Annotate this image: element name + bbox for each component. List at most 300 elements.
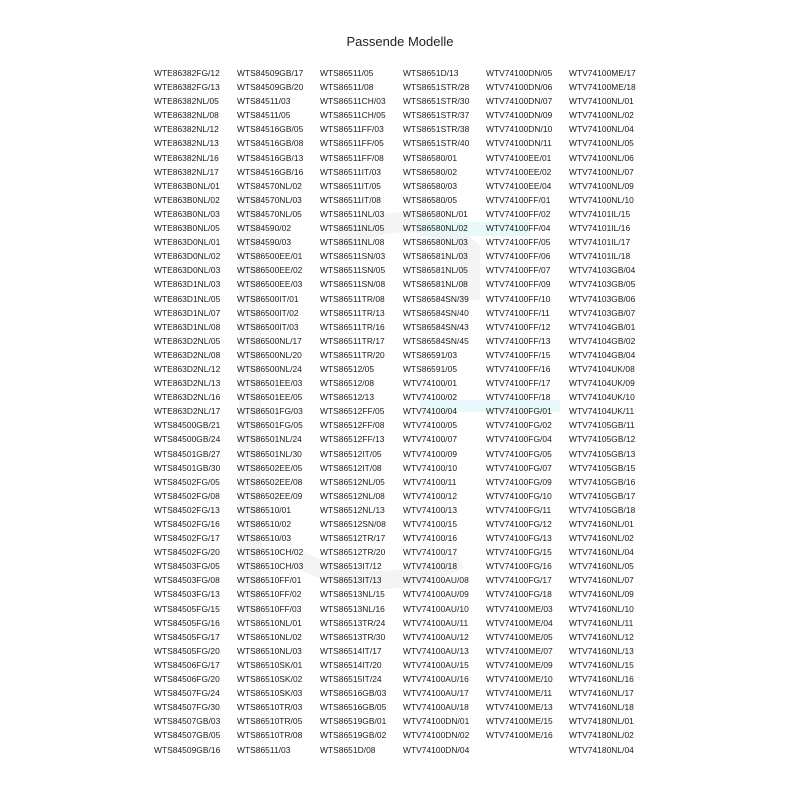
- model-number: WTS84516GB/16: [237, 166, 304, 177]
- model-number: WTS86510/02: [237, 519, 292, 529]
- model-number: WTV74100/18: [403, 561, 458, 572]
- model-number: WTV74100/12: [403, 490, 458, 501]
- model-number: WTS86510/01: [237, 504, 292, 515]
- model-number: WTV74100NL/01: [569, 96, 634, 107]
- model-number: WTV74100FG/13: [486, 533, 552, 544]
- model-number: WTV74100DN/01: [403, 716, 470, 727]
- model-number: WTV74100FF/07: [486, 265, 551, 276]
- model-number: WTS84502FG/13: [154, 504, 220, 515]
- model-number: WTV74100DN/05: [486, 68, 553, 78]
- model-number: WTS86510SK/02: [237, 674, 303, 685]
- model-number: WTS86513TR/24: [320, 617, 386, 628]
- model-number: WTS86580NL/02: [403, 223, 468, 234]
- model-number: WTV74100EE/01: [486, 152, 552, 163]
- model-number: WTE863B0NL/01: [154, 180, 220, 191]
- model-number: WTV74180NL/01: [569, 716, 634, 727]
- model-number: WTV74160NL/12: [569, 631, 634, 642]
- model-number: WTS86519GB/02: [320, 730, 387, 741]
- model-number: WTV74104GB/02: [569, 335, 636, 346]
- model-number: WTV74100AU/11: [403, 617, 469, 628]
- model-number: WTS84505FG/15: [154, 603, 220, 614]
- model-number: WTS86584SN/45: [403, 335, 469, 346]
- model-number: WTS86512IT/05: [320, 448, 382, 459]
- model-number: WTS8651STR/40: [403, 138, 470, 149]
- model-number: WTV74100FG/05: [486, 448, 552, 459]
- model-number: WTV74160NL/17: [569, 688, 634, 699]
- model-number: WTS84507GB/05: [154, 730, 221, 741]
- model-number: WTV74101IL/17: [569, 237, 631, 248]
- model-number: WTS8651STR/28: [403, 82, 470, 93]
- model-number: WTS86511FF/08: [320, 152, 384, 163]
- model-number: WTS86512NL/13: [320, 504, 385, 515]
- model-number: WTS84590/02: [237, 223, 292, 234]
- model-number: WTV74160NL/09: [569, 589, 634, 600]
- model-column: [320, 66, 403, 757]
- model-number: WTV74100ME/11: [486, 688, 553, 699]
- model-number: WTV74100/11: [403, 476, 457, 487]
- model-number: WTS86514IT/20: [320, 659, 382, 670]
- model-number: WTV74100AU/10: [403, 603, 469, 614]
- model-number: WTS86500NL/17: [237, 335, 302, 346]
- model-number: WTV74160NL/02: [569, 533, 634, 544]
- model-number: WTV74100FG/16: [486, 561, 552, 572]
- model-number: WTS86511FF/03: [320, 124, 384, 135]
- model-number: WTS86511TR/16: [320, 321, 385, 332]
- model-number: WTV74160NL/16: [569, 674, 634, 685]
- model-number: WTS86512IT/08: [320, 462, 382, 473]
- model-number: WTE863B0NL/02: [154, 194, 220, 205]
- model-number: WTE86382NL/08: [154, 110, 219, 121]
- model-number: WTS86584SN/40: [403, 307, 469, 318]
- model-number: WTS86510NL/03: [237, 645, 302, 656]
- model-column: [486, 66, 569, 757]
- model-number: WTV74100/07: [403, 434, 458, 445]
- model-number: WTV74100AU/16: [403, 674, 469, 685]
- model-number: WTS84503FG/13: [154, 589, 220, 600]
- model-number: WTS86512/05: [320, 363, 375, 374]
- model-number: WTV74100FG/09: [486, 476, 552, 487]
- model-number: WTS86512FF/08: [320, 420, 385, 431]
- model-number: WTS86501EE/05: [237, 392, 303, 403]
- model-number: WTE863D2NL/16: [154, 392, 221, 403]
- model-number: WTS86513IT/13: [320, 575, 382, 586]
- model-number: WTS8651STR/38: [403, 124, 470, 135]
- model-number: WTS86512TR/17: [320, 533, 386, 544]
- model-number: WTS86510TR/03: [237, 702, 303, 713]
- model-number: WTS84503FG/05: [154, 561, 220, 572]
- model-column: [403, 66, 486, 757]
- model-number: WTV74100FF/06: [486, 251, 551, 262]
- model-number: WTS86510CH/02: [237, 547, 304, 558]
- model-number: WTE863B0NL/05: [154, 223, 220, 234]
- model-number: WTE863D1NL/03: [154, 279, 221, 290]
- model-number: WTV74100DN/09: [486, 110, 553, 121]
- model-number: WTV74100NL/09: [569, 180, 634, 191]
- model-number: WTV74101IL/18: [569, 251, 631, 262]
- model-number: WTV74100FF/13: [486, 335, 551, 346]
- model-number: WTV74100ME/03: [486, 603, 553, 614]
- model-number: WTS86580/03: [403, 180, 458, 191]
- model-number: WTS86511FF/05: [320, 138, 384, 149]
- model-number: WTV74160NL/04: [569, 547, 634, 558]
- model-number: WTS8651D/08: [320, 744, 376, 755]
- model-number: WTS86512NL/05: [320, 476, 385, 487]
- model-number: WTS86510TR/08: [237, 730, 303, 741]
- model-number: WTV74100/10: [403, 462, 458, 473]
- model-number: WTV74100NL/05: [569, 138, 634, 149]
- model-number: WTS84516GB/13: [237, 152, 304, 163]
- model-number: WTS86501NL/24: [237, 434, 302, 445]
- model-number: WTE863D0NL/01: [154, 237, 221, 248]
- model-number: WTS84505FG/17: [154, 631, 220, 642]
- model-number: WTV74100ME/05: [486, 631, 553, 642]
- model-number: WTV74100/09: [403, 448, 458, 459]
- model-number: WTS86511NL/03: [320, 208, 385, 219]
- model-number: WTS84509GB/17: [237, 68, 304, 78]
- model-number: WTV74100AU/13: [403, 645, 469, 656]
- model-number: WTS86591/05: [403, 363, 458, 374]
- model-number: WTV74100/15: [403, 519, 458, 529]
- model-number: WTE86382NL/12: [154, 124, 219, 135]
- model-number: WTV74100AU/18: [403, 702, 469, 713]
- model-number: WTS86501FG/05: [237, 420, 303, 431]
- model-number: WTS84507FG/30: [154, 702, 220, 713]
- model-number: WTS86516GB/03: [320, 688, 387, 699]
- model-number: WTS86500IT/01: [237, 293, 299, 304]
- model-number: WTV74100FF/18: [486, 392, 551, 403]
- model-number: WTV74100DN/02: [403, 730, 470, 741]
- model-number: WTV74100FG/11: [486, 504, 552, 515]
- model-number: WTV74105GB/11: [569, 420, 635, 431]
- model-number: WTV74100FG/02: [486, 420, 552, 431]
- model-number: WTS86502EE/08: [237, 476, 303, 487]
- model-number: WTS86512SN/08: [320, 519, 386, 529]
- model-number: WTV74160NL/07: [569, 575, 634, 586]
- model-number: WTS86513NL/15: [320, 589, 385, 600]
- model-number: WTV74100FG/18: [486, 589, 552, 600]
- model-number: WTV74100FG/12: [486, 519, 552, 529]
- model-number: WTV74100FG/04: [486, 434, 552, 445]
- model-number: WTV74100ME/16: [486, 730, 553, 741]
- page-title: Passende Modelle: [346, 34, 454, 49]
- model-number: WTV74180NL/04: [569, 744, 634, 755]
- model-number: WTV74100AU/12: [403, 631, 469, 642]
- model-number: WTV74100ME/10: [486, 674, 553, 685]
- model-number: WTV74104UK/08: [569, 363, 635, 374]
- model-number: WTS86516GB/05: [320, 702, 387, 713]
- model-number: WTV74105GB/18: [569, 504, 636, 515]
- model-number: WTS86580/05: [403, 194, 458, 205]
- model-number: WTV74100NL/06: [569, 152, 634, 163]
- model-number: WTV74100AU/08: [403, 575, 469, 586]
- model-number: WTS86510FF/01: [237, 575, 302, 586]
- model-number: WTS86584SN/43: [403, 321, 469, 332]
- model-number: WTV74100FF/10: [486, 293, 551, 304]
- model-number: WTV74100/16: [403, 533, 458, 544]
- model-number: WTS86511IT/05: [320, 180, 382, 191]
- model-number: WTS86511CH/03: [320, 96, 386, 107]
- model-number: WTE863D1NL/07: [154, 307, 221, 318]
- model-number: WTV74100ME/18: [569, 82, 636, 93]
- model-number: WTS84507FG/24: [154, 688, 220, 699]
- model-number: WTS86500IT/02: [237, 307, 299, 318]
- model-number: WTV74160NL/05: [569, 561, 634, 572]
- model-number: WTV74105GB/17: [569, 490, 636, 501]
- model-number: WTV74100FF/02: [486, 208, 551, 219]
- model-number: WTS86511TR/20: [320, 349, 385, 360]
- model-number: WTS84501GB/27: [154, 448, 221, 459]
- model-column: [154, 66, 237, 757]
- model-number: WTS84502FG/16: [154, 519, 220, 529]
- model-number: WTV74104GB/01: [569, 321, 636, 332]
- model-number: WTS8651STR/30: [403, 96, 470, 107]
- model-number: WTV74100EE/02: [486, 166, 552, 177]
- model-number: WTV74160NL/01: [569, 519, 634, 529]
- model-number: WTS86511IT/08: [320, 194, 382, 205]
- model-number: WTS84501GB/30: [154, 462, 221, 473]
- model-number: WTE863D1NL/08: [154, 321, 221, 332]
- model-number: WTS84502FG/05: [154, 476, 220, 487]
- model-number: WTV74100/02: [403, 392, 458, 403]
- model-number: WTS86500NL/20: [237, 349, 302, 360]
- model-number: WTE863D0NL/03: [154, 265, 221, 276]
- model-number: WTS86500NL/24: [237, 363, 302, 374]
- model-number: WTV74104GB/04: [569, 349, 636, 360]
- model-number: WTS84516GB/08: [237, 138, 304, 149]
- model-number: WTS86591/03: [403, 349, 458, 360]
- model-number: WTS86513TR/30: [320, 631, 386, 642]
- model-number: WTE863B0NL/03: [154, 208, 220, 219]
- model-number: WTS86580NL/01: [403, 208, 468, 219]
- model-column: [569, 66, 652, 757]
- model-number: WTV74100FF/05: [486, 237, 551, 248]
- model-number: WTV74100ME/09: [486, 659, 553, 670]
- model-number: WTE863D2NL/08: [154, 349, 221, 360]
- model-number: WTS86512NL/08: [320, 490, 385, 501]
- model-number: WTS86502EE/05: [237, 462, 303, 473]
- model-number: WTS84509GB/20: [237, 82, 304, 93]
- model-number: WTV74100DN/11: [486, 138, 552, 149]
- model-number: WTV74104UK/09: [569, 378, 635, 389]
- model-number: WTS86580/01: [403, 152, 458, 163]
- model-number: WTS86510CH/03: [237, 561, 304, 572]
- model-number: WTS86511/08: [320, 82, 374, 93]
- model-number: WTV74100NL/02: [569, 110, 634, 121]
- model-number: WTV74100FG/17: [486, 575, 552, 586]
- model-number: WTS86501FG/03: [237, 406, 303, 417]
- model-number: WTS86519GB/01: [320, 716, 387, 727]
- model-number: WTV74100NL/07: [569, 166, 634, 177]
- model-number: WTE86382NL/17: [154, 166, 219, 177]
- model-number: WTS86510NL/02: [237, 631, 302, 642]
- model-number: WTS84570NL/05: [237, 208, 302, 219]
- model-number: WTS84505FG/16: [154, 617, 220, 628]
- model-number: WTV74100EE/04: [486, 180, 552, 191]
- model-number: WTE86382NL/05: [154, 96, 219, 107]
- model-column: [237, 66, 320, 757]
- model-number: WTE86382FG/12: [154, 68, 220, 78]
- model-number: WTE863D2NL/17: [154, 406, 221, 417]
- model-number: WTV74100FG/01: [486, 406, 552, 417]
- model-number: WTS86511TR/13: [320, 307, 385, 318]
- model-number: WTV74100NL/10: [569, 194, 634, 205]
- model-number: WTS84506FG/17: [154, 659, 220, 670]
- model-number: WTS8651STR/37: [403, 110, 470, 121]
- model-number: WTV74105GB/15: [569, 462, 636, 473]
- model-number: WTV74100AU/09: [403, 589, 469, 600]
- model-number: WTS84502FG/08: [154, 490, 220, 501]
- model-number: WTS86511SN/05: [320, 265, 386, 276]
- model-number: WTV74180NL/02: [569, 730, 634, 741]
- model-number: WTE863D0NL/02: [154, 251, 221, 262]
- model-number: WTE863D2NL/12: [154, 363, 221, 374]
- model-number: WTS86513NL/16: [320, 603, 385, 614]
- model-number: WTS86513IT/12: [320, 561, 382, 572]
- model-number: WTS84511/05: [237, 110, 291, 121]
- model-number: WTV74100FG/10: [486, 490, 552, 501]
- model-number: WTV74160NL/18: [569, 702, 634, 713]
- model-number: WTS86512/08: [320, 378, 375, 389]
- model-number: WTE86382NL/13: [154, 138, 219, 149]
- model-number: WTV74100FF/15: [486, 349, 551, 360]
- model-number: WTS86500IT/03: [237, 321, 299, 332]
- model-number: WTV74100FF/16: [486, 363, 551, 374]
- model-number: WTS86510FF/02: [237, 589, 302, 600]
- model-number: WTS86581NL/05: [403, 265, 468, 276]
- model-number: WTS8651D/13: [403, 68, 459, 78]
- model-number: WTV74160NL/13: [569, 645, 634, 656]
- model-number: WTS86511NL/08: [320, 237, 385, 248]
- model-number: WTS84511/03: [237, 96, 291, 107]
- model-number: WTE86382NL/16: [154, 152, 219, 163]
- model-number: WTS86512FF/05: [320, 406, 385, 417]
- model-number: WTS86502EE/09: [237, 490, 303, 501]
- model-number: WTV74100/01: [403, 378, 458, 389]
- model-number: WTV74100/13: [403, 504, 458, 515]
- model-number: WTE863D1NL/05: [154, 293, 221, 304]
- model-number: WTS84570NL/02: [237, 180, 302, 191]
- model-number: WTS84503FG/08: [154, 575, 220, 586]
- model-number: WTS86512FF/13: [320, 434, 385, 445]
- model-number: WTV74100FF/01: [486, 194, 551, 205]
- model-number: WTV74160NL/11: [569, 617, 634, 628]
- model-number: WTS86500EE/01: [237, 251, 303, 262]
- model-number: WTV74104UK/11: [569, 406, 635, 417]
- model-number: WTS86501NL/30: [237, 448, 302, 459]
- model-number: WTS86581NL/08: [403, 279, 468, 290]
- model-number: WTV74103GB/05: [569, 279, 636, 290]
- model-number: WTS86510FF/03: [237, 603, 302, 614]
- model-number: WTS86514IT/17: [320, 645, 382, 656]
- model-number: WTS86511/05: [320, 68, 374, 78]
- model-number: WTV74105GB/12: [569, 434, 636, 445]
- model-number: WTS86510NL/01: [237, 617, 302, 628]
- model-number: WTV74100FG/07: [486, 462, 552, 473]
- model-number: WTV74100FG/15: [486, 547, 552, 558]
- model-number: WTS84500GB/21: [154, 420, 221, 431]
- model-number: WTS86511SN/08: [320, 279, 386, 290]
- model-number: WTV74100DN/06: [486, 82, 553, 93]
- model-number: WTS86510SK/03: [237, 688, 303, 699]
- model-number: WTS84506FG/20: [154, 674, 220, 685]
- model-number: WTV74100NL/04: [569, 124, 634, 135]
- model-number: WTS86580NL/03: [403, 237, 468, 248]
- model-number: WTS86500EE/02: [237, 265, 303, 276]
- model-number: WTV74100FF/11: [486, 307, 550, 318]
- model-number: WTS84570NL/03: [237, 194, 302, 205]
- model-number: WTV74103GB/07: [569, 307, 636, 318]
- model-number: WTV74105GB/13: [569, 448, 636, 459]
- model-number: WTE863D2NL/13: [154, 378, 221, 389]
- model-number: WTS86580/02: [403, 166, 458, 177]
- model-number: WTS84502FG/20: [154, 547, 220, 558]
- model-number: WTV74100DN/04: [403, 744, 470, 755]
- model-number: WTS86511CH/05: [320, 110, 386, 121]
- model-number: WTE863D2NL/05: [154, 335, 221, 346]
- model-number: WTS86511TR/08: [320, 293, 385, 304]
- model-number: WTS86501EE/03: [237, 378, 303, 389]
- model-number: WTS86511IT/03: [320, 166, 382, 177]
- model-number: WTV74160NL/15: [569, 659, 634, 670]
- model-number: WTS86581NL/03: [403, 251, 468, 262]
- model-number: WTS86511TR/17: [320, 335, 385, 346]
- model-number: WTS84516GB/05: [237, 124, 304, 135]
- model-number: WTS84500GB/24: [154, 434, 221, 445]
- model-number: WTS86510TR/05: [237, 716, 303, 727]
- model-number: WTV74100ME/17: [569, 68, 636, 78]
- model-number: WTS86511NL/05: [320, 223, 385, 234]
- model-list: [154, 66, 652, 757]
- model-number: WTV74100DN/10: [486, 124, 553, 135]
- model-number: WTV74160NL/10: [569, 603, 634, 614]
- model-number: WTS84502FG/17: [154, 533, 220, 544]
- model-number: WTV74103GB/04: [569, 265, 636, 276]
- model-number: WTV74100/04: [403, 406, 458, 417]
- model-number: WTS86510SK/01: [237, 659, 303, 670]
- model-number: WTV74100FF/17: [486, 378, 551, 389]
- model-number: WTV74100AU/15: [403, 659, 469, 670]
- model-number: WTS84509GB/16: [154, 744, 221, 755]
- model-number: WTS86500EE/03: [237, 279, 303, 290]
- model-number: WTV74100/05: [403, 420, 458, 431]
- model-number: WTV74100ME/04: [486, 617, 553, 628]
- model-number: WTS86584SN/39: [403, 293, 469, 304]
- model-number: WTS86512TR/20: [320, 547, 386, 558]
- model-number: WTS84507GB/03: [154, 716, 221, 727]
- model-number: WTV74100ME/07: [486, 645, 553, 656]
- model-number: WTV74100FF/12: [486, 321, 551, 332]
- model-number: WTS84505FG/20: [154, 645, 220, 656]
- model-number: WTS86515IT/24: [320, 674, 382, 685]
- model-number: WTV74101IL/15: [569, 208, 631, 219]
- model-number: WTS86511/03: [237, 744, 291, 755]
- model-number: WTS86512/13: [320, 392, 375, 403]
- model-number: WTE86382FG/13: [154, 82, 220, 93]
- model-number: WTV74100/17: [403, 547, 458, 558]
- model-number: WTV74104UK/10: [569, 392, 635, 403]
- model-number: WTS86510/03: [237, 533, 292, 544]
- model-number: WTV74100ME/13: [486, 702, 553, 713]
- model-number: WTV74100AU/17: [403, 688, 469, 699]
- model-number: WTV74100DN/07: [486, 96, 553, 107]
- model-number: WTV74101IL/16: [569, 223, 631, 234]
- model-number: WTS84590/03: [237, 237, 292, 248]
- model-number: WTV74105GB/16: [569, 476, 636, 487]
- model-number: WTV74100FF/09: [486, 279, 551, 290]
- model-number: WTV74100ME/15: [486, 716, 553, 727]
- model-number: WTV74100FF/04: [486, 223, 551, 234]
- model-number: WTV74103GB/06: [569, 293, 636, 304]
